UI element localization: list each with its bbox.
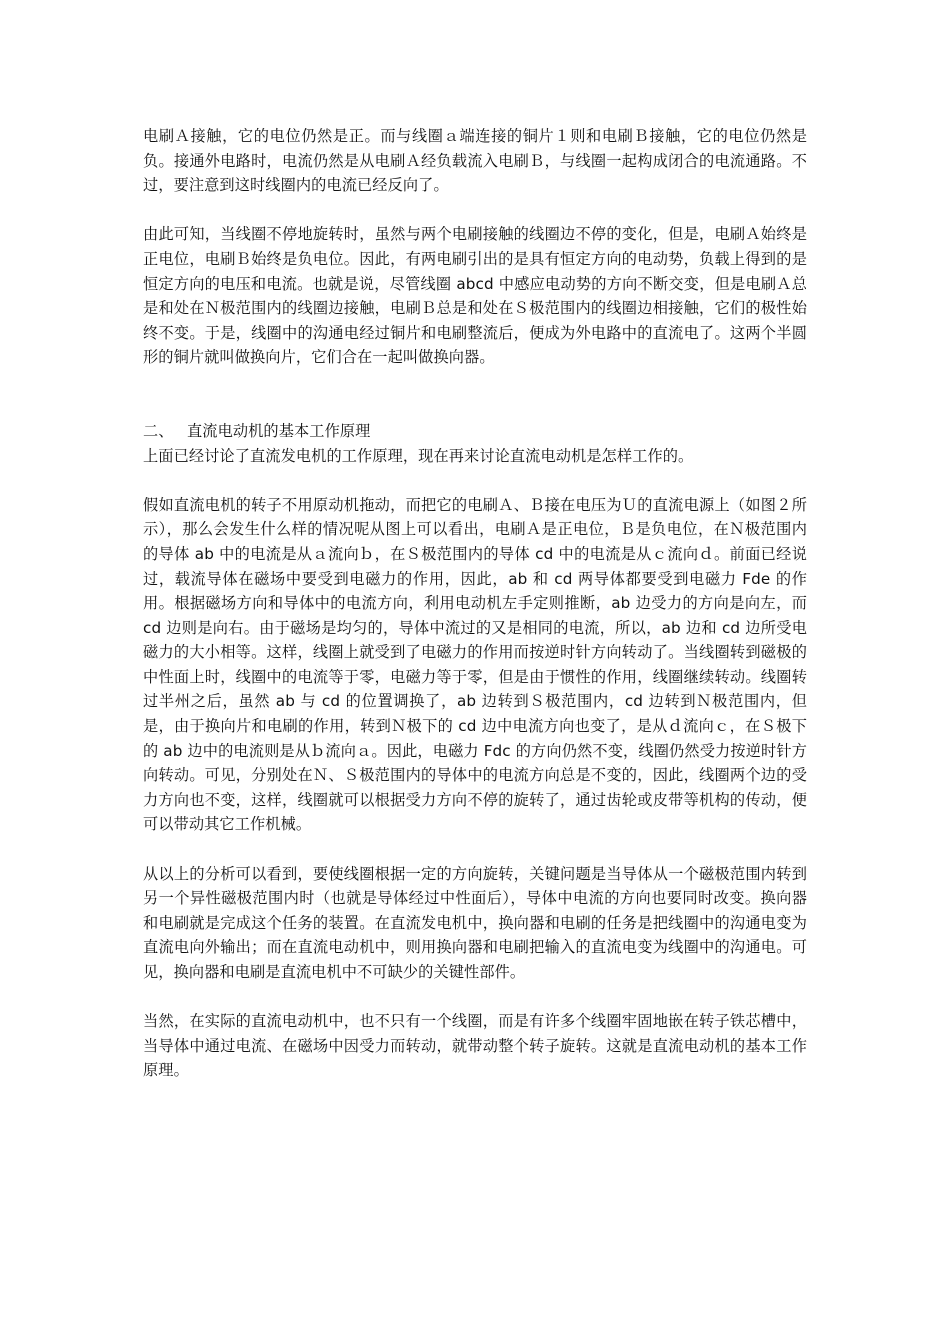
section-spacer bbox=[143, 370, 807, 419]
paragraph-commutation-key: 从以上的分析可以看到，要使线圈根据一定的方向旋转，关键问题是当导体从一个磁极范围内转到另一个异性磁极范围内时（也就是导体经过中性面后），导体中电流的方向也要同时改变。换向器和电刷就是完成这个任务的装置。在直流发电机中，换向器和电刷的任务是把线圈中的沟通电变为直流电向外输出；而在直流电动机中，则用换向器和电刷把输入的直流电变为线圈中的沟通电。可见，换向器和电刷是直流电机中不可缺少的关键性部件。 bbox=[143, 864, 807, 981]
paragraph-motor-operation: 假如直流电机的转子不用原动机拖动，而把它的电刷Ａ、Ｂ接在电压为Ｕ的直流电源上（如图２所示），那么会发生什么样的情况呢从图上可以看出，电刷Ａ是正电位，Ｂ是负电位，在Ｎ极范围内的导体 ab 中的电流是从ａ流向ｂ，在Ｓ极范围内的导体 cd 中的电流是从ｃ流向ｄ。前面已经说过，载流导体在磁场中要受到电磁力的作用，因此，ab 和 cd 两导体都要受到电磁力 Fde 的作用。根据磁场方向和导体中的电流方向，利用电动机左手定则推断，ab 边受力的方向是向左，而 cd 边则是向右。由于磁场是均匀的，导体中流过的又是相同的电流，所以，ab 边和 cd 边所受电磁力的大小相等。这样，线圈上就受到了电磁力的作用而按逆时针方向转动了。当线圈转到磁极的中性面上时，线圈中的电流等于零，电磁力等于零，但是由于惯性的作用，线圈继续转动。线圈转过半州之后，虽然 ab 与 cd 的位置调换了，ab 边转到Ｓ极范围内，cd 边转到Ｎ极范围内，但是，由于换向片和电刷的作用，转到Ｎ极下的 cd 边中电流方向也变了，是从ｄ流向ｃ，在Ｓ极下的 ab 边中的电流则是从ｂ流向ａ。因此，电磁力 Fdc 的方向仍然不变，线圈仍然受力按逆时针方向转动。可见，分别处在Ｎ、Ｓ极范围内的导体中的电流方向总是不变的，因此，线圈两个边的受力方向也不变，这样，线圈就可以根据受力方向不停的旋转了，通过齿轮或皮带等机构的传动，便可以带动其它工作机械。 bbox=[143, 495, 807, 834]
paragraph-spacer bbox=[143, 468, 807, 493]
paragraph-spacer bbox=[143, 985, 807, 1010]
section-number: 二、 bbox=[143, 421, 174, 440]
document-page bbox=[143, 124, 807, 1083]
section-title: 直流电动机的基本工作原理 bbox=[187, 421, 371, 440]
section-intro: 上面已经讨论了直流发电机的工作原理，现在再来讨论直流电动机是怎样工作的。 bbox=[143, 446, 694, 465]
paragraph-spacer bbox=[143, 837, 807, 862]
paragraph-spacer bbox=[143, 198, 807, 223]
paragraph-commutator-summary: 由此可知，当线圈不停地旋转时，虽然与两个电刷接触的线圈边不停的变化，但是，电刷Ａ始终是正电位，电刷Ｂ始终是负电位。因此，有两电刷引出的是具有恒定方向的电动势，负载上得到的是恒定方向的电压和电流。也就是说，尽管线圈 abcd 中感应电动势的方向不断交变，但是电刷Ａ总是和处在Ｎ极范围内的线圈边接触，电刷Ｂ总是和处在Ｓ极范围内的线圈边相接触，它们的极性始终不变。于是，线圈中的沟通电经过铜片和电刷整流后，便成为外电路中的直流电了。这两个半圆形的铜片就叫做换向片，它们合在一起叫做换向器。 bbox=[143, 225, 807, 367]
paragraph-conclusion: 当然，在实际的直流电动机中，也不只有一个线圈，而是有许多个线圈牢固地嵌在转子铁芯槽中，当导体中通过电流、在磁场中因受力而转动，就带动整个转子旋转。这就是直流电动机的基本工作原理。 bbox=[143, 1012, 807, 1080]
section-heading bbox=[143, 419, 807, 444]
paragraph-brush-contact: 电刷Ａ接触，它的电位仍然是正。而与线圈ａ端连接的铜片１则和电刷Ｂ接触，它的电位仍然是负。接通外电路时，电流仍然是从电刷Ａ经负载流入电刷Ｂ，与线圈一起构成闭合的电流通路。不过，要注意到这时线圈内的电流已经反向了。 bbox=[143, 127, 807, 195]
